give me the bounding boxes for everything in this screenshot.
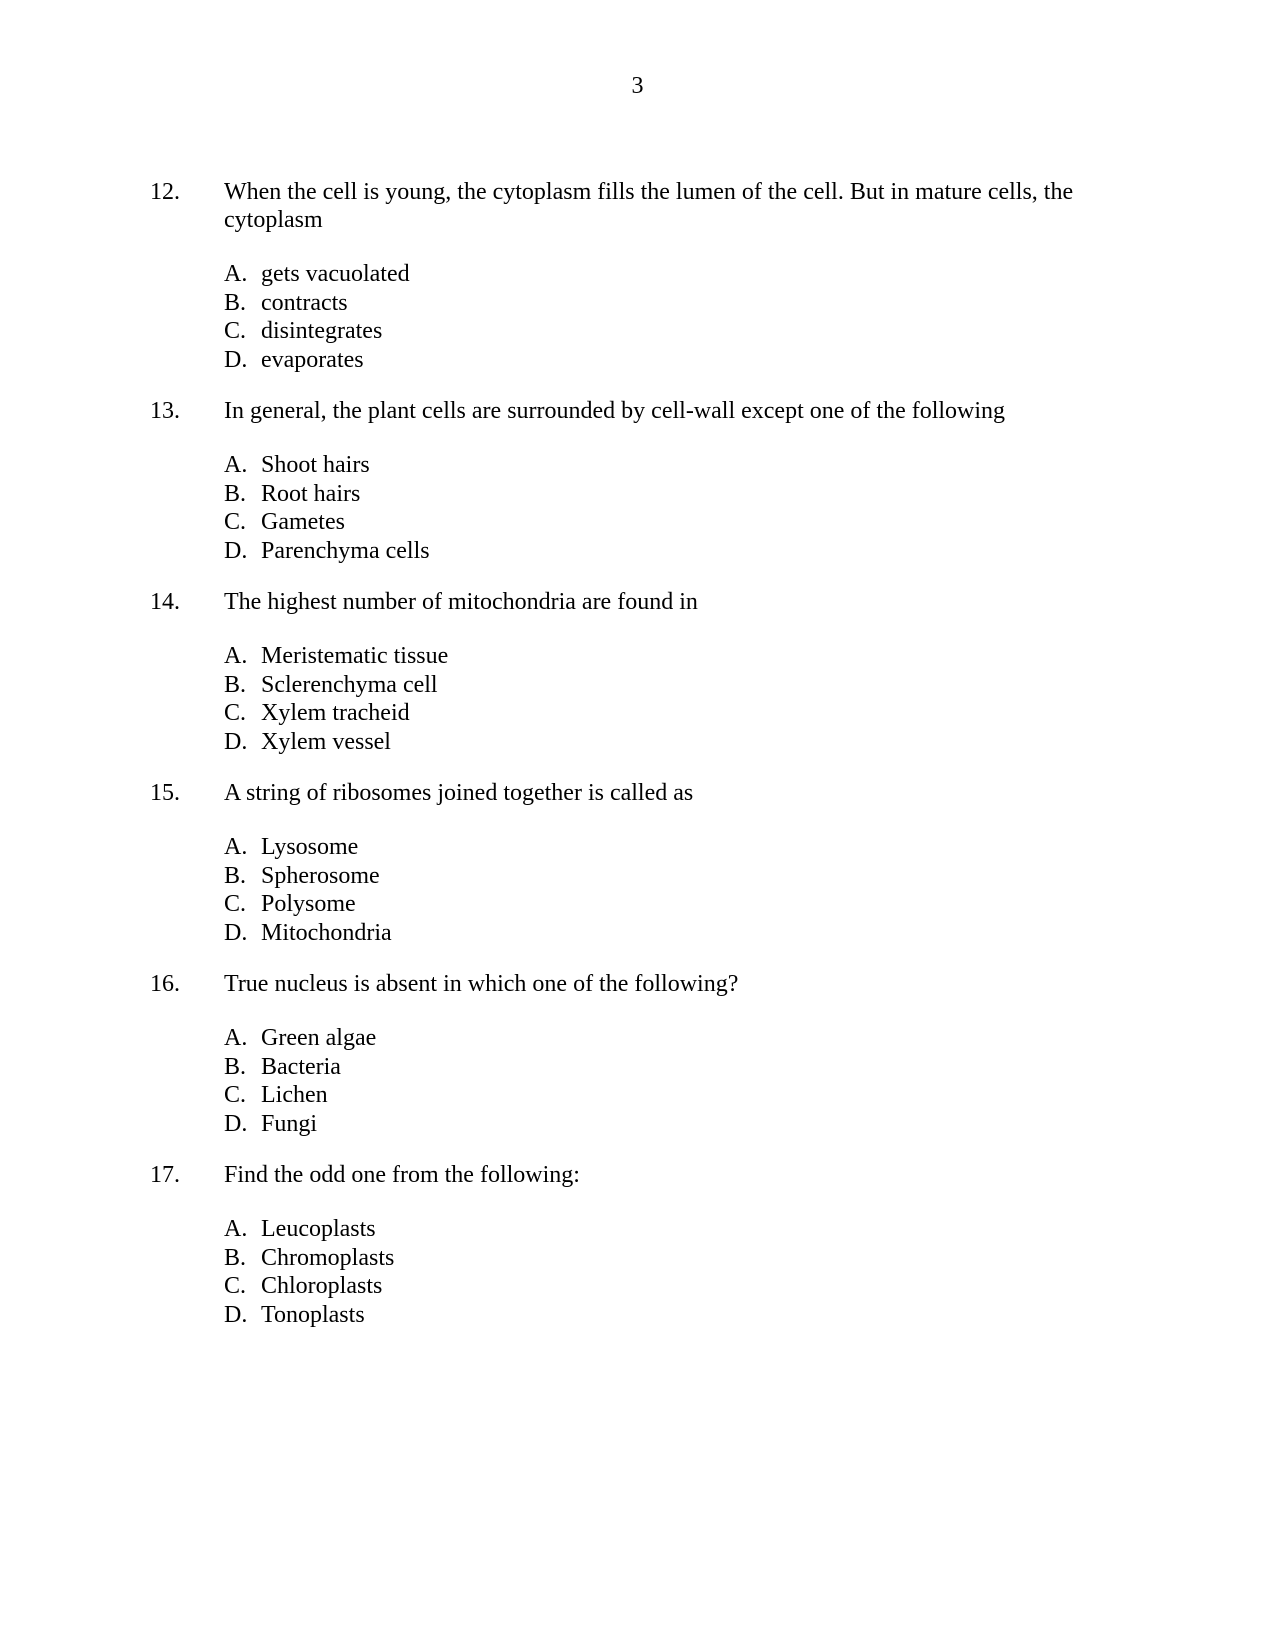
option-letter: A. [224, 261, 248, 287]
option-letter: D. [224, 537, 248, 564]
option-letter: D. [224, 1110, 248, 1137]
option-text: contracts [261, 289, 348, 316]
option-letter: C. [224, 1273, 247, 1299]
option-text: Mitochondria [261, 919, 392, 946]
option-letter: C. [224, 1082, 247, 1108]
option-a [224, 1024, 376, 1053]
option-list [224, 642, 448, 756]
option-a [224, 1215, 394, 1244]
option-text: Lichen [261, 1082, 328, 1108]
question-text: In general, the plant cells are surrounded by cell-wall except one of the following [224, 398, 1006, 424]
question-text: Find the odd one from the following: [224, 1162, 580, 1188]
option-d [224, 728, 448, 757]
option-b [224, 671, 448, 700]
option-list [224, 260, 410, 374]
option-letter: A. [224, 643, 248, 669]
option-text: Leucoplasts [261, 1216, 376, 1242]
option-text: gets vacuolated [261, 261, 410, 287]
option-letter: A. [224, 1025, 248, 1051]
option-text: Fungi [261, 1110, 318, 1137]
option-b [224, 862, 392, 891]
option-letter: C. [224, 891, 247, 917]
option-text: Meristematic tissue [261, 643, 449, 669]
option-letter: D. [224, 919, 248, 946]
option-a [224, 451, 430, 480]
option-text: Shoot hairs [261, 452, 370, 478]
option-text: Xylem vessel [261, 728, 391, 755]
question-text: The highest number of mitochondria are found in [224, 589, 698, 615]
option-text: Lysosome [261, 834, 359, 860]
question-number: 17. [150, 1162, 180, 1188]
option-letter: B. [224, 480, 247, 507]
option-letter: B. [224, 1244, 247, 1271]
option-letter: C. [224, 318, 247, 344]
option-d [224, 1301, 394, 1330]
option-letter: C. [224, 509, 247, 535]
option-list [224, 451, 430, 565]
option-d [224, 346, 410, 375]
option-text: Green algae [261, 1025, 377, 1051]
option-d [224, 919, 392, 948]
option-text: Xylem tracheid [261, 700, 410, 726]
option-letter: B. [224, 289, 247, 316]
option-a [224, 260, 410, 289]
page-number: 3 [631, 73, 644, 99]
option-letter: A. [224, 1216, 248, 1242]
option-d [224, 537, 430, 566]
question-number: 13. [150, 398, 180, 424]
option-letter: A. [224, 452, 248, 478]
option-a [224, 642, 448, 671]
option-a [224, 833, 392, 862]
question-text: True nucleus is absent in which one of the following? [224, 971, 739, 997]
option-letter: A. [224, 834, 248, 860]
option-c [224, 1272, 394, 1301]
option-list [224, 1024, 376, 1138]
option-list [224, 1215, 394, 1329]
option-c [224, 699, 448, 728]
question-number: 15. [150, 780, 180, 806]
option-text: Bacteria [261, 1053, 341, 1080]
option-letter: B. [224, 862, 247, 889]
option-text: Chloroplasts [261, 1273, 383, 1299]
option-text: Root hairs [261, 480, 361, 507]
option-letter: C. [224, 700, 247, 726]
option-c [224, 1081, 376, 1110]
option-letter: D. [224, 1301, 248, 1328]
option-text: Parenchyma cells [261, 537, 430, 564]
option-b [224, 1244, 394, 1273]
option-c [224, 317, 410, 346]
question-text: A string of ribosomes joined together is called as [224, 780, 694, 806]
option-d [224, 1110, 376, 1139]
option-b [224, 480, 430, 509]
option-list [224, 833, 392, 947]
option-text: evaporates [261, 346, 364, 373]
option-text: disintegrates [261, 318, 383, 344]
option-text: Tonoplasts [261, 1301, 365, 1328]
option-text: Sclerenchyma cell [261, 671, 438, 698]
option-text: Polysome [261, 891, 356, 917]
option-b [224, 1053, 376, 1082]
question-number: 16. [150, 971, 180, 997]
option-letter: D. [224, 346, 248, 373]
question-text: When the cell is young, the cytoplasm fills the lumen of the cell. But in mature cells, the cytoplasm [224, 179, 1074, 233]
option-c [224, 890, 392, 919]
option-b [224, 289, 410, 318]
option-letter: B. [224, 671, 247, 698]
option-c [224, 508, 430, 537]
option-letter: D. [224, 728, 248, 755]
question-number: 14. [150, 589, 180, 615]
option-text: Gametes [261, 509, 345, 535]
option-text: Chromoplasts [261, 1244, 395, 1271]
option-letter: B. [224, 1053, 247, 1080]
question-number: 12. [150, 179, 180, 205]
option-text: Spherosome [261, 862, 380, 889]
